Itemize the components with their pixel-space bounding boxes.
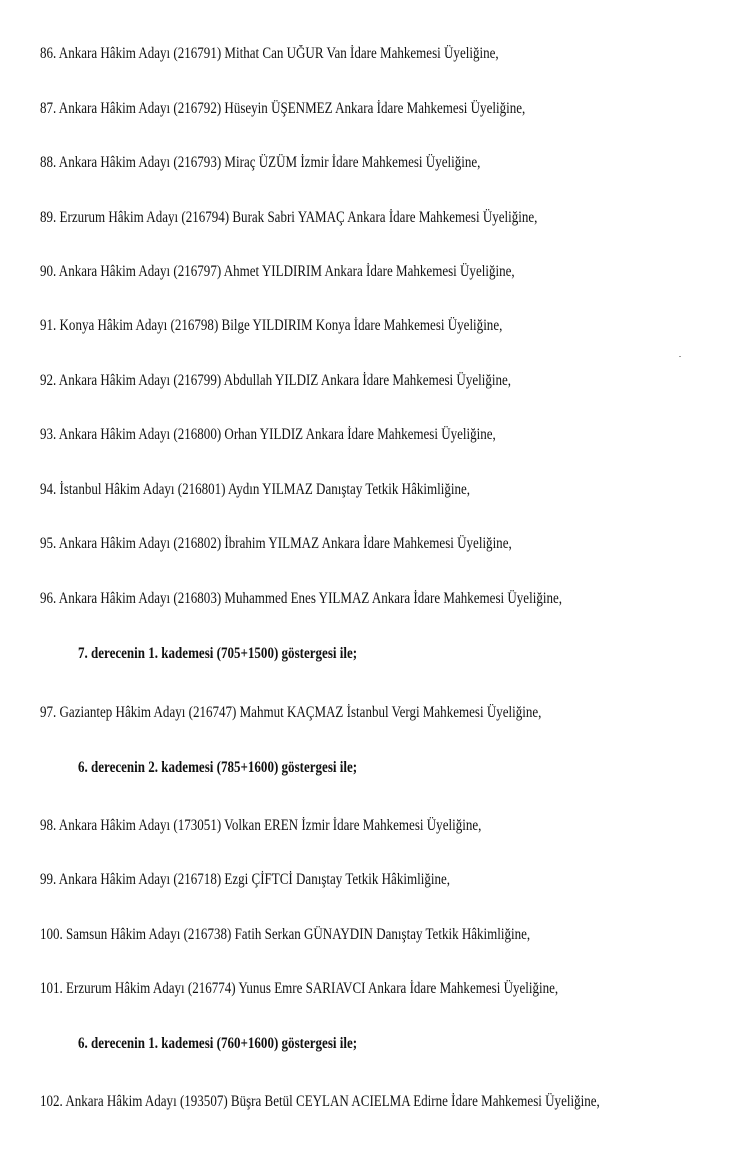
list-item: 86. Ankara Hâkim Adayı (216791) Mithat Can UĞUR Van İdare Mahkemesi Üyeliğine, bbox=[40, 45, 499, 62]
list-item: 94. İstanbul Hâkim Adayı (216801) Aydın YILMAZ Danıştay Tetkik Hâkimliğine, bbox=[40, 481, 471, 498]
list-item: 102. Ankara Hâkim Adayı (193507) Büşra Betül CEYLAN ACIELMA Edirne İdare Mahkemesi Üyeliğine, bbox=[40, 1093, 600, 1110]
list-item: 95. Ankara Hâkim Adayı (216802) İbrahim YILMAZ Ankara İdare Mahkemesi Üyeliğine, bbox=[40, 535, 512, 552]
list-item: 92. Ankara Hâkim Adayı (216799) Abdullah YILDIZ Ankara İdare Mahkemesi Üyeliğine, bbox=[40, 372, 512, 389]
list-item: 89. Erzurum Hâkim Adayı (216794) Burak Sabri YAMAÇ Ankara İdare Mahkemesi Üyeliğine, bbox=[40, 209, 538, 226]
list-item: 91. Konya Hâkim Adayı (216798) Bilge YILDIRIM Konya İdare Mahkemesi Üyeliğine, bbox=[40, 317, 503, 334]
list-item: 101. Erzurum Hâkim Adayı (216774) Yunus Emre SARIAVCI Ankara İdare Mahkemesi Üyeliğine, bbox=[40, 980, 559, 997]
list-item: 88. Ankara Hâkim Adayı (216793) Miraç ÜZÜM İzmir İdare Mahkemesi Üyeliğine, bbox=[40, 154, 481, 171]
list-item: 93. Ankara Hâkim Adayı (216800) Orhan YILDIZ Ankara İdare Mahkemesi Üyeliğine, bbox=[40, 426, 496, 443]
scan-speck bbox=[679, 356, 681, 357]
section-heading: 6. derecenin 1. kademesi (760+1600) göstergesi ile; bbox=[78, 1035, 358, 1052]
list-item: 98. Ankara Hâkim Adayı (173051) Volkan EREN İzmir İdare Mahkemesi Üyeliğine, bbox=[40, 817, 482, 834]
section-heading: 6. derecenin 2. kademesi (785+1600) göstergesi ile; bbox=[78, 759, 358, 776]
list-item: 96. Ankara Hâkim Adayı (216803) Muhammed Enes YILMAZ Ankara İdare Mahkemesi Üyeliğine, bbox=[40, 590, 563, 607]
list-item: 90. Ankara Hâkim Adayı (216797) Ahmet YILDIRIM Ankara İdare Mahkemesi Üyeliğine, bbox=[40, 263, 515, 280]
section-heading: 7. derecenin 1. kademesi (705+1500) göstergesi ile; bbox=[78, 645, 358, 662]
list-item: 87. Ankara Hâkim Adayı (216792) Hüseyin ÜŞENMEZ Ankara İdare Mahkemesi Üyeliğine, bbox=[40, 100, 526, 117]
list-item: 97. Gaziantep Hâkim Adayı (216747) Mahmut KAÇMAZ İstanbul Vergi Mahkemesi Üyeliğine, bbox=[40, 704, 542, 721]
list-item: 100. Samsun Hâkim Adayı (216738) Fatih Serkan GÜNAYDIN Danıştay Tetkik Hâkimliğine, bbox=[40, 926, 531, 943]
list-item: 99. Ankara Hâkim Adayı (216718) Ezgi ÇİFTCİ Danıştay Tetkik Hâkimliğine, bbox=[40, 871, 450, 888]
